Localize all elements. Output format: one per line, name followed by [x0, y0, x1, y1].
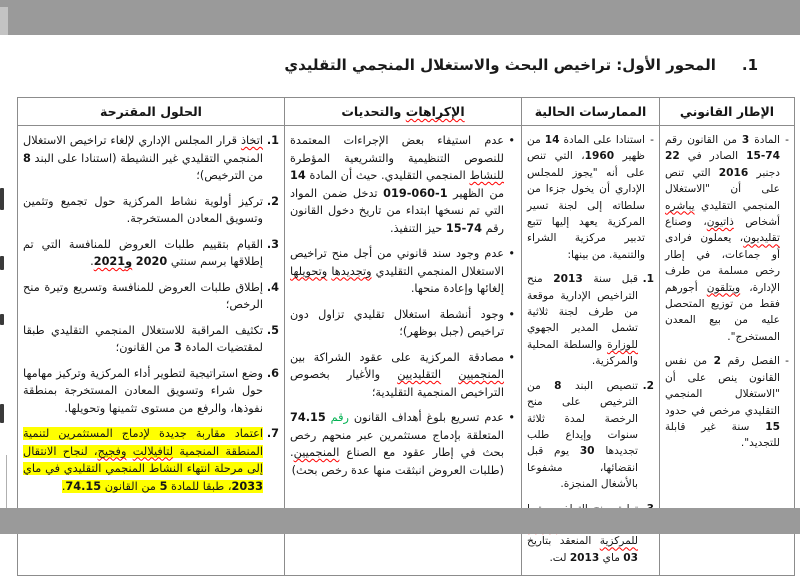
text-segment: حيز التنفيذ. — [390, 221, 446, 235]
text-segment: عدم وجود سند قانوني من أجل منح تراخيص الاستغلال المنجمي التقليدي — [290, 247, 505, 278]
text-segment: 74.15 — [290, 411, 326, 424]
table-header-row — [18, 98, 795, 126]
text-segment: 30 — [579, 445, 595, 458]
text-segment: 2020 — [135, 255, 168, 268]
text-segment: ، لنجاح الانتقال إلى مرحلة انتهاء النشاط المنجمي التقليدي في ماي — [23, 444, 263, 475]
list-item — [23, 425, 279, 495]
text-segment — [126, 445, 132, 458]
text-segment: يوم قبل انقضائها، مشفوعا بالأشغال المنجزة. — [527, 445, 638, 491]
list-marker: 6. — [266, 366, 279, 380]
text-segment: الحلول المقترحة — [100, 104, 202, 119]
list-item — [23, 365, 279, 418]
list-item — [290, 306, 516, 341]
text-segment: التي تنص على أن "الاستغلال المنجمي التقليدي — [665, 166, 780, 212]
list-item — [23, 132, 279, 185]
text-segment: وفجيج — [97, 444, 127, 458]
list-item-text — [290, 411, 504, 477]
adjacent-page-text-fragment — [0, 314, 4, 325]
text-segment — [441, 368, 458, 381]
text-segment: الإطار القانوني — [679, 104, 775, 119]
text-segment: 2013 — [569, 551, 600, 564]
text-segment: للمركزية — [599, 535, 638, 548]
list-item-text — [527, 380, 638, 490]
list-item — [23, 322, 279, 357]
text-segment: من الظهير — [447, 186, 504, 200]
list-item — [527, 378, 654, 493]
list-marker: 2. — [642, 379, 654, 392]
text-segment: الصادر في — [679, 150, 747, 163]
text-segment: 2 — [713, 355, 721, 368]
text-segment: اتخاذ — [240, 134, 263, 147]
text-segment: تنصيص البند — [561, 379, 638, 392]
text-segment: تقليديون — [743, 232, 780, 245]
text-segment: سنة غير قابلة للتجديد". — [665, 420, 780, 450]
text-segment: 74-15 — [746, 150, 780, 163]
text-segment: قرار المجلس الإداري لإلغاء تراخيص الاستغلال المنجمي التقليدي غير النشيطة (استنادا على البند — [23, 134, 263, 165]
list-item — [290, 132, 516, 237]
text-segment: وضع استراتيجية لتطوير أداء المركزية وتركيز مهامها حول شراء وتسويق المعادن المستخرجة بمنطقة نفوذها، والرفع من مستوى تثمينها وتحويلها. — [23, 366, 263, 415]
heading-text: المحور الأول: تراخيص البحث والاستغلال المنجمي التقليدي — [284, 56, 716, 74]
list-marker: • — [508, 411, 515, 424]
scrollbar-fragment[interactable] — [0, 7, 8, 35]
text-segment: التقليديين — [397, 368, 442, 381]
list-marker: • — [508, 247, 515, 260]
text-segment: والتحديات — [341, 104, 406, 119]
list-item-text — [527, 273, 638, 367]
text-segment: 74-15 — [445, 221, 483, 235]
text-segment: المنعقد بتاريخ — [527, 535, 600, 548]
text-segment: ويتلقون — [706, 281, 741, 294]
text-segment: دجنبر — [748, 166, 780, 179]
text-segment: ماي — [599, 551, 624, 564]
text-segment: اعتماد مقاربة جديدة لإدماج المستثمرين لتنمية المنطقة المنجمية — [23, 427, 263, 458]
text-segment: 8 — [23, 151, 31, 165]
text-segment: تركيز أولوية نشاط المركزية حول تجميع وتثمين وتسويق المعادن المستخرجة. — [23, 194, 263, 225]
section-heading — [284, 56, 758, 74]
text-segment: والأغيار بخصوص التراخيص المنجمية التقليدية؛ — [290, 368, 504, 399]
list-item-text — [290, 247, 504, 295]
text-segment: رقم — [330, 411, 349, 424]
text-segment: استنادا على المادة — [559, 134, 646, 146]
list-item-text — [665, 355, 780, 449]
text-segment: ، وصناع — [665, 216, 707, 229]
text-segment: 1-060-019 — [383, 186, 448, 200]
list-item — [665, 132, 789, 345]
column-header-current-practices — [522, 98, 660, 126]
comparison-table — [17, 97, 795, 576]
document-page — [0, 35, 800, 564]
list-item — [527, 271, 654, 369]
text-segment: من نفس القانون ينص على أن "الاستغلال المنجمي التقليدي مرخص في حدود — [665, 355, 780, 417]
list-item-text — [527, 134, 645, 261]
list-marker: - — [785, 355, 789, 368]
list-item — [23, 236, 279, 271]
text-segment: 15 — [765, 420, 780, 433]
list-item-text — [23, 238, 263, 269]
list-marker: 1. — [642, 273, 654, 286]
text-segment: إطلاق طلبات العروض للمنافسة وتسريع وتيرة منح الرخص؛ — [23, 280, 263, 311]
text-segment: 22 — [665, 150, 680, 163]
text-segment: لت. — [549, 551, 570, 564]
list-marker: • — [508, 134, 515, 147]
text-segment: الفصل رقم — [720, 355, 780, 368]
text-segment: 5 — [159, 479, 168, 493]
list-item-text — [23, 195, 263, 226]
list-item-text — [290, 134, 504, 235]
text-segment: لتافيلالت — [132, 444, 174, 458]
text-segment: عدم تسريع بلوغ أهداف القانون — [348, 411, 504, 424]
list-marker: 7. — [266, 427, 279, 440]
list-item — [290, 349, 516, 402]
heading-number: 1. — [741, 56, 758, 74]
text-segment: ذاتيون — [706, 216, 734, 229]
list-item-text — [665, 134, 780, 343]
adjacent-page-edge — [6, 455, 7, 508]
text-segment: إلغائها وإعادة منحها. — [410, 282, 504, 295]
list-item-text — [290, 308, 504, 339]
text-segment: وتجديدها — [331, 264, 372, 278]
list-item-text — [290, 351, 504, 399]
text-segment: . (طلبات العروض انبثقت منها عدة رخص بحث) — [290, 446, 504, 477]
adjacent-page-text-fragment — [0, 188, 4, 210]
text-segment: من القانون؛ — [115, 341, 175, 354]
list-item-text — [23, 367, 263, 415]
list-marker: - — [785, 134, 789, 146]
text-segment: . — [61, 479, 66, 493]
text-segment: للنشاط — [469, 169, 504, 182]
text-segment: من الترخيص)؛ — [196, 169, 263, 182]
text-segment: 2013 — [553, 273, 583, 286]
text-segment: ، طبقا للمادة — [167, 479, 232, 493]
column-header-legal-framework — [660, 98, 795, 126]
text-segment: منح التراخيص الإدارية موقعة من طرف لجنة ثلاثية تشمل المدير الجهوي — [527, 273, 638, 335]
text-segment: 14 — [290, 169, 306, 182]
app-chrome-top-bar — [0, 0, 800, 35]
text-segment: و2021 — [93, 255, 133, 268]
text-segment: 03 — [623, 551, 638, 564]
text-segment: ، يعملون فرادى أو جماعات، في إطار رخص مسلمة من طرف الإدارة، — [665, 232, 780, 294]
text-segment: من القانون — [101, 479, 160, 493]
text-segment: المنجميين — [458, 368, 504, 381]
text-segment: وتحويلها — [290, 264, 328, 278]
text-segment: يباشره — [665, 199, 695, 212]
app-chrome-bottom-bar — [0, 508, 800, 534]
text-segment: 2033 — [231, 479, 263, 493]
text-segment: المادة — [749, 134, 780, 146]
list-marker: 1. — [266, 134, 279, 147]
column-header-constraints-challenges — [285, 98, 522, 126]
text-segment: المنجميين — [293, 446, 340, 459]
text-segment: الإكراهات — [405, 104, 465, 119]
text-segment: تدخل ضمن المواد التي تم نسخها ابتداء من تاريخ دخول القانون رقم — [290, 186, 504, 235]
text-segment: عدم استيفاء بعض الإجراءات المعتمدة للنصوص التنظيمية والتشريعية المؤطرة — [290, 134, 504, 165]
text-segment: أشخاص — [733, 216, 780, 229]
list-item — [665, 353, 789, 451]
text-segment: ، التي تنص على أنه "يجوز للمجلس الإداري أن يخول جزءا من سلطاته إلى لجنة تسير المركزية يعهد إليها تتبع تدبير مركزية الشراء والتنمية. من بينها: — [527, 150, 645, 261]
text-segment: 74.15 — [65, 479, 102, 493]
text-segment: من الترخيص على منح الرخصة لمدة ثلاثة سنوات وإيداع طلب تجديدها — [527, 379, 639, 458]
list-item — [23, 193, 279, 228]
text-segment: والسلطة المحلية والمركزية. — [527, 338, 638, 368]
text-segment: للوزارة — [607, 338, 638, 351]
list-item-text — [23, 427, 263, 493]
text-segment: 3 — [741, 134, 750, 146]
list-item-text — [23, 281, 263, 312]
text-segment: 3 — [174, 341, 182, 354]
text-segment: القيام بتقييم طلبات العروض للمنافسة التي تم إطلاقها برسم سنتي — [23, 237, 263, 268]
list-item — [290, 245, 516, 298]
list-marker: 5. — [266, 323, 279, 337]
text-segment: 1960 — [584, 150, 615, 163]
list-item-text — [23, 324, 263, 355]
text-segment: . — [90, 255, 94, 268]
list-item — [290, 409, 516, 479]
text-segment: المتعلقة بإدماج مستثمرين عبر منحهم رخص بحث في إطار عقود مع الصناع — [290, 428, 504, 459]
list-marker: 4. — [266, 280, 279, 294]
list-marker: - — [650, 134, 654, 146]
list-marker: • — [508, 307, 515, 321]
list-item — [23, 279, 279, 314]
list-item-text — [23, 134, 263, 182]
column-header-proposed-solutions — [18, 98, 285, 126]
list-item — [527, 132, 654, 263]
list-marker: 2. — [266, 194, 279, 208]
list-marker: 3. — [266, 237, 279, 251]
adjacent-page-text-fragment — [0, 256, 4, 270]
text-segment: قبل سنة — [582, 273, 638, 286]
list-marker: • — [508, 350, 515, 364]
text-segment: 8 — [554, 379, 562, 392]
text-segment: الممارسات الحالية — [534, 104, 647, 119]
text-segment: أجورهم فقط من توزيع المتحصل عليه من بيع المعدن المستخرج". — [665, 281, 780, 343]
adjacent-page-text-fragment — [0, 404, 4, 423]
text-segment: 14 — [544, 134, 560, 146]
text-segment: من القانون رقم — [665, 134, 742, 146]
text-segment: من ظهير — [527, 134, 645, 163]
text-segment: مصادقة المركزية على عقود الشراكة بين — [290, 350, 504, 364]
text-segment: 2016 — [718, 166, 749, 179]
text-segment: تكثيف المراقبة للاستغلال المنجمي التقليدي طبقا لمقتضيات المادة — [23, 323, 263, 354]
text-segment: وجود أنشطة استغلال تقليدي تزاول دون تراخيص (جبل بوظهر)؛ — [290, 307, 504, 338]
text-segment: المنجمي التقليدي. حيث أن المادة — [305, 169, 470, 182]
